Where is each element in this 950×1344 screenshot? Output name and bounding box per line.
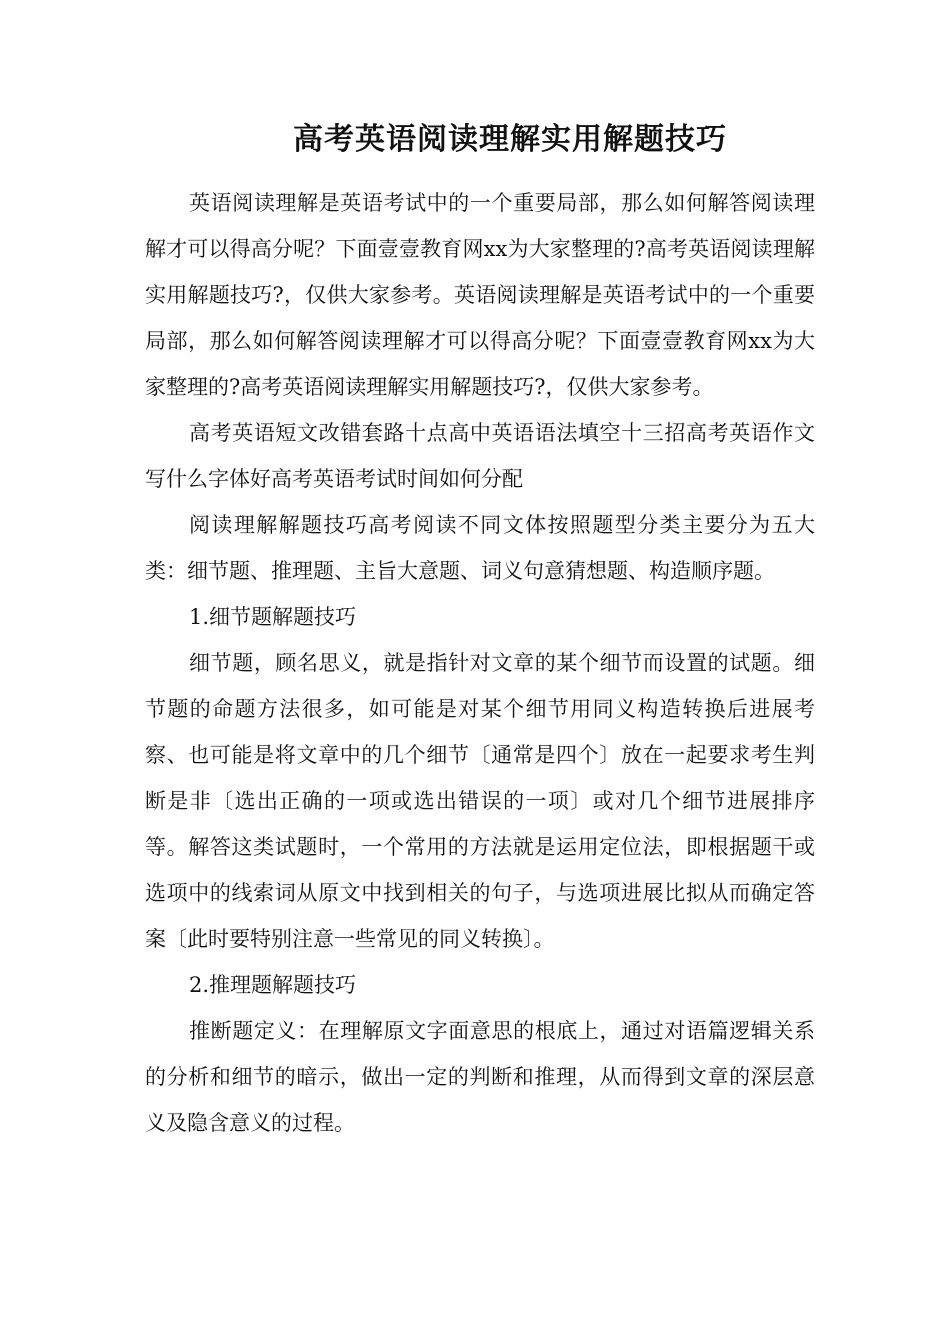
paragraph-question-types: 阅读理解解题技巧高考阅读不同文体按照题型分类主要分为五大类：细节题、推理题、主旨大意题、词义句意猜想题、构造顺序题。 (145, 513, 815, 583)
document-title: 高考英语阅读理解实用解题技巧 (293, 122, 727, 157)
paragraph-inference-definition: 推断题定义：在理解原文字面意思的根底上，通过对语篇逻辑关系的分析和细节的暗示，做出一定的判断和推理，从而得到文章的深层意义及隐含意义的过程。 (145, 1019, 815, 1135)
paragraph-detail-technique: 细节题，顾名思义，就是指针对文章的某个细节而设置的试题。细节题的命题方法很多，如可能是对某个细节用同义构造转换后进展考察、也可能是将文章中的几个细节〔通常是四个〕放在一起要求考生判断是非〔选出正确的一项或选出错误的一项〕或对几个细节进展排序等。解答这类试题时，一个常用的方法就是运用定位法，即根据题干或选项中的线索词从原文中找到相关的句子，与选项进展比拟从而确定答案〔此时要特别注意一些常见的同义转换〕。 (145, 651, 815, 951)
document-body (145, 180, 815, 1146)
paragraph-related-links: 高考英语短文改错套路十点高中英语语法填空十三招高考英语作文写什么字体好高考英语考试时间如何分配 (145, 421, 815, 491)
section-heading-inference: 2.推理题解题技巧 (189, 973, 357, 997)
section-heading-detail: 1.细节题解题技巧 (189, 605, 357, 629)
paragraph-intro: 英语阅读理解是英语考试中的一个重要局部，那么如何解答阅读理解才可以得高分呢？下面壹壹教育网xx为大家整理的?高考英语阅读理解实用解题技巧?，仅供大家参考。英语阅读理解是英语考试中的一个重要局部，那么如何解答阅读理解才可以得高分呢？下面壹壹教育网xx为大家整理的?高考英语阅读理解实用解题技巧?，仅供大家参考。 (145, 191, 815, 399)
